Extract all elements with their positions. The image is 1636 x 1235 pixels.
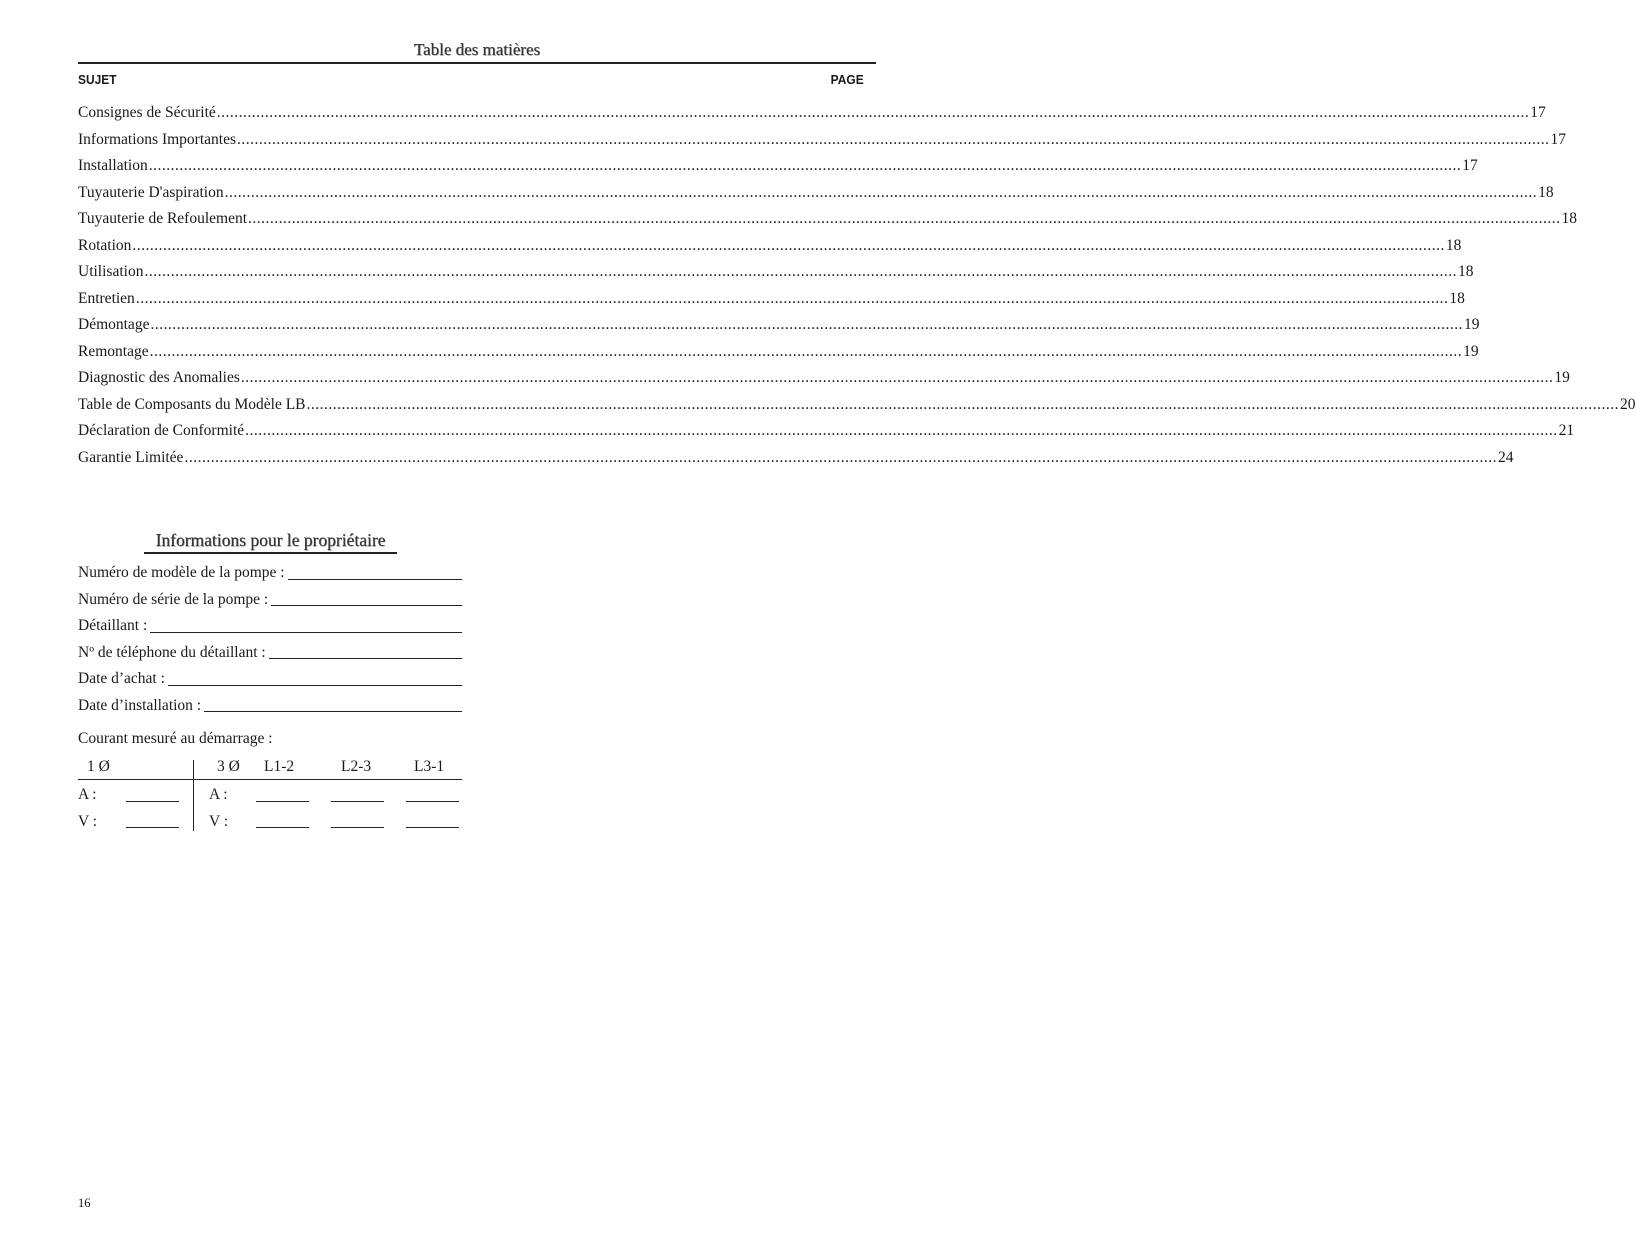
l12-amps-blank bbox=[256, 786, 309, 802]
toc-entry-label: Entretien bbox=[78, 289, 135, 307]
single-phase-volts-blank bbox=[126, 813, 179, 828]
toc-leader-dots: ............................................................................................................................................................................................................................................................................................................ bbox=[248, 210, 1561, 227]
toc-entry-page: 21 bbox=[1558, 422, 1575, 439]
owner-field-label: Nº de téléphone du détaillant : bbox=[78, 643, 266, 661]
three-phase-header: 3 Ø bbox=[217, 758, 240, 775]
toc-entry-label: Démontage bbox=[78, 316, 150, 333]
single-phase-header: 1 Ø bbox=[87, 758, 110, 775]
l31-header: L3-1 bbox=[414, 758, 445, 775]
toc-entry bbox=[78, 339, 1479, 366]
page-column-header: PAGE bbox=[830, 72, 864, 87]
toc-entry-label: Consignes de Sécurité bbox=[78, 104, 216, 121]
toc-leader-dots: ............................................................................................................................................................................................................................................................................................................ bbox=[184, 448, 1497, 466]
toc-leader-dots: ............................................................................................................................................................................................................................................................................................................ bbox=[132, 236, 1445, 254]
startup-current-label: Courant mesuré au démarrage : bbox=[78, 730, 273, 747]
toc-title: Table des matières bbox=[413, 40, 541, 59]
purchase-date-blank bbox=[168, 685, 462, 686]
toc-entry-label: Tuyauterie de Refoulement bbox=[78, 210, 248, 227]
three-phase-amps-label: A : bbox=[209, 786, 228, 803]
toc-entry-page: 19 bbox=[1463, 316, 1480, 333]
toc-leader-dots: ............................................................................................................................................................................................................................................................................................................ bbox=[306, 395, 1620, 413]
model-number-blank bbox=[288, 579, 462, 580]
toc-entry-label: Garantie Limitée bbox=[78, 448, 184, 466]
three-phase-volts-label: V : bbox=[209, 813, 229, 830]
toc-entry bbox=[78, 206, 1578, 233]
toc-entry-label: Remontage bbox=[78, 342, 149, 360]
toc-list bbox=[78, 100, 1636, 471]
l23-header: L2-3 bbox=[341, 758, 372, 775]
toc-entry bbox=[78, 365, 1570, 392]
toc-leader-dots: ............................................................................................................................................................................................................................................................................................................ bbox=[240, 369, 1554, 386]
dealer-phone-blank bbox=[269, 658, 462, 659]
l31-volts-blank bbox=[406, 813, 459, 828]
toc-entry-page: 18 bbox=[1561, 210, 1578, 227]
toc-entry-page: 20 bbox=[1620, 395, 1636, 413]
toc-entry bbox=[78, 445, 1514, 472]
single-phase-amps-blank bbox=[126, 786, 179, 802]
toc-leader-dots: ............................................................................................................................................................................................................................................................................................................ bbox=[236, 130, 1550, 148]
toc-entry bbox=[78, 127, 1566, 154]
owner-field bbox=[78, 587, 462, 614]
l12-volts-blank bbox=[256, 813, 309, 828]
toc-entry-label: Informations Importantes bbox=[78, 130, 236, 148]
owner-info-title: Informations pour le propriétaire bbox=[144, 530, 397, 554]
single-phase-amps-label: A : bbox=[78, 786, 97, 803]
toc-entry-page: 17 bbox=[1462, 157, 1478, 174]
page-number: 16 bbox=[78, 1196, 91, 1210]
toc-entry-page: 18 bbox=[1538, 183, 1554, 201]
toc-leader-dots: ............................................................................................................................................................................................................................................................................................................ bbox=[149, 342, 1463, 360]
toc-leader-dots: ............................................................................................................................................................................................................................................................................................................ bbox=[245, 422, 1558, 439]
toc-entry bbox=[78, 153, 1478, 180]
toc-entry-page: 19 bbox=[1463, 342, 1479, 360]
current-table-header-rule bbox=[78, 779, 462, 780]
install-date-blank bbox=[204, 711, 462, 712]
owner-field-label: Numéro de modèle de la pompe : bbox=[78, 564, 285, 581]
toc-entry-page: 18 bbox=[1449, 289, 1465, 307]
dealer-blank bbox=[150, 632, 462, 633]
toc-entry bbox=[78, 392, 1636, 419]
toc-entry-label: Déclaration de Conformité bbox=[78, 422, 245, 439]
owner-field bbox=[78, 693, 462, 720]
toc-entry-page: 19 bbox=[1554, 369, 1570, 386]
toc-leader-dots: ............................................................................................................................................................................................................................................................................................................ bbox=[144, 263, 1457, 280]
toc-entry bbox=[78, 259, 1474, 286]
toc-leader-dots: ............................................................................................................................................................................................................................................................................................................ bbox=[216, 104, 1530, 121]
toc-title-rule bbox=[78, 62, 876, 64]
toc-column-headers bbox=[78, 72, 864, 87]
toc-entry-page: 24 bbox=[1497, 448, 1514, 466]
toc-entry bbox=[78, 100, 1546, 127]
toc-entry-label: Table de Composants du Modèle LB bbox=[78, 395, 306, 413]
owner-field bbox=[78, 560, 462, 587]
owner-field bbox=[78, 613, 462, 640]
l23-volts-blank bbox=[331, 813, 384, 828]
toc-entry-label: Tuyauterie D'aspiration bbox=[78, 183, 224, 201]
l31-amps-blank bbox=[406, 786, 459, 802]
toc-entry bbox=[78, 312, 1480, 339]
toc-entry-label: Utilisation bbox=[78, 263, 144, 280]
toc-entry-label: Rotation bbox=[78, 236, 132, 254]
toc-entry-label: Diagnostic des Anomalies bbox=[78, 369, 240, 386]
toc-entry-page: 18 bbox=[1445, 236, 1462, 254]
toc-entry-page: 17 bbox=[1530, 104, 1546, 121]
startup-current-table bbox=[78, 758, 462, 832]
toc-leader-dots: ............................................................................................................................................................................................................................................................................................................ bbox=[148, 157, 1462, 174]
single-phase-volts-label: V : bbox=[78, 813, 98, 830]
owner-field-label: Date d’installation : bbox=[78, 696, 202, 714]
serial-number-blank bbox=[271, 605, 462, 606]
toc-entry-label: Installation bbox=[78, 157, 148, 174]
toc-entry bbox=[78, 286, 1465, 313]
owner-field-label: Détaillant : bbox=[78, 617, 148, 634]
toc-leader-dots: ............................................................................................................................................................................................................................................................................................................ bbox=[224, 183, 1538, 201]
toc-entry bbox=[78, 418, 1575, 445]
l12-header: L1-2 bbox=[264, 758, 295, 775]
owner-field bbox=[78, 640, 462, 667]
toc-entry-page: 17 bbox=[1550, 130, 1566, 148]
toc-entry bbox=[78, 233, 1462, 260]
owner-field bbox=[78, 666, 462, 693]
toc-entry bbox=[78, 180, 1554, 207]
owner-field-label: Numéro de série de la pompe : bbox=[78, 590, 269, 608]
current-table-divider bbox=[193, 760, 194, 831]
toc-leader-dots: ............................................................................................................................................................................................................................................................................................................ bbox=[135, 289, 1449, 307]
toc-entry-page: 18 bbox=[1457, 263, 1474, 280]
subject-column-header: SUJET bbox=[78, 72, 117, 87]
l23-amps-blank bbox=[331, 786, 384, 802]
owner-info-form bbox=[78, 560, 462, 719]
owner-field-label: Date d’achat : bbox=[78, 670, 165, 687]
toc-leader-dots: ............................................................................................................................................................................................................................................................................................................ bbox=[150, 316, 1463, 333]
